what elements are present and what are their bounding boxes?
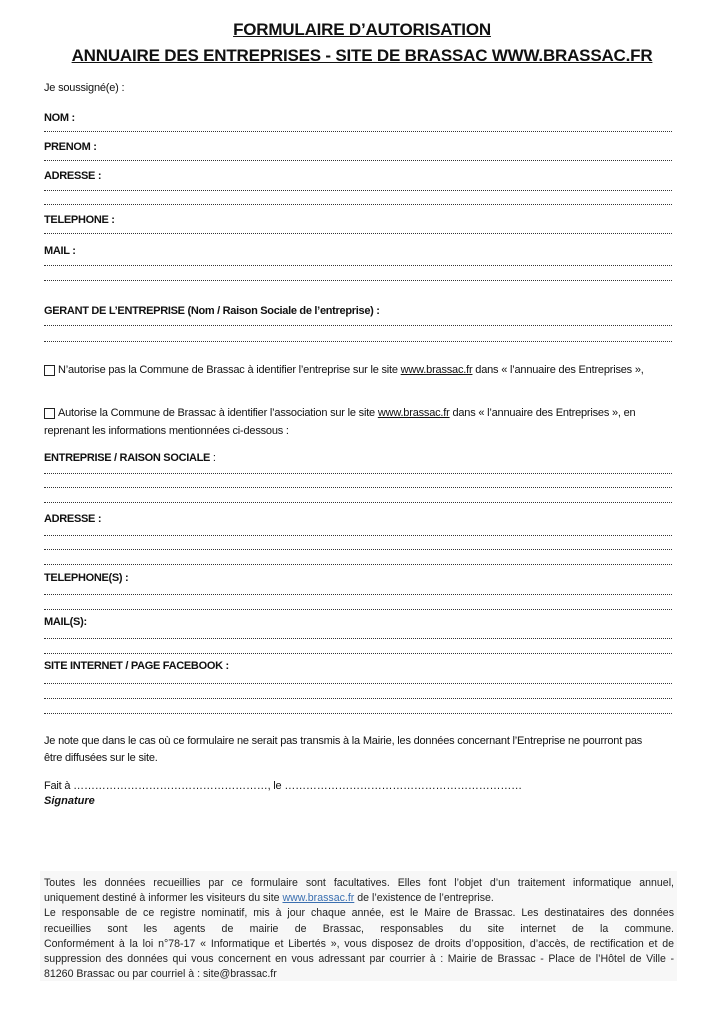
field-label-prenom: PRENOM : [44,141,97,153]
intro-text: Je soussigné(e) : [44,82,125,94]
signature-label: Signature [44,795,95,807]
option-authorize-text-before: Autorise la Commune de Brassac à identifier l’association sur le site [58,407,378,419]
field-line-telephones-2[interactable] [44,609,672,610]
field-line-telephone[interactable] [44,233,672,234]
footer-line-2-after: de l’existence de l’entreprise. [354,892,494,905]
footer-line-7: 81260 Brassac ou par courriel à : site@brassac.fr [44,968,277,981]
field-label-site-internet: SITE INTERNET / PAGE FACEBOOK : [44,660,229,672]
option-authorize-text-after: dans « l’annuaire des Entreprises », en [449,407,636,419]
signature-place-date [44,780,522,792]
footer-site-link[interactable]: www.brassac.fr [282,892,355,905]
option-refuse[interactable] [44,364,644,376]
notice-line-1: Je note que dans le cas où ce formulaire ne serait pas transmis à la Mairie, les données concernant l’Entreprise ne pourront pas [44,735,643,747]
footer-line-2-before: uniquement destiné à informer les visiteurs du site [44,892,283,905]
field-label-raison-sociale [44,452,216,464]
field-line-site-internet-3[interactable] [44,713,672,714]
field-line-prenom[interactable] [44,160,672,161]
field-label-raison-sociale-suffix: : [210,452,216,464]
footer-line-2 [44,891,674,906]
field-label-telephone: TELEPHONE : [44,214,115,226]
form-title: FORMULAIRE D’AUTORISATION [233,20,491,39]
field-line-gerant-1[interactable] [44,325,672,326]
field-line-site-internet-2[interactable] [44,698,672,699]
field-line-mails-2[interactable] [44,653,672,654]
option-authorize[interactable] [44,407,635,419]
field-line-adresse-entreprise-2[interactable] [44,549,672,550]
field-label-gerant: GERANT DE L’ENTREPRISE (Nom / Raison Sociale de l’entreprise) : [44,305,380,317]
option-refuse-text-after: dans « l’annuaire des Entreprises », [472,364,644,376]
field-line-nom[interactable] [44,131,672,132]
field-line-raison-sociale-1[interactable] [44,473,672,474]
field-line-adresse-entreprise-1[interactable] [44,535,672,536]
option-refuse-text [58,364,644,376]
field-line-adresse-1[interactable] [44,190,672,191]
field-label-telephones: TELEPHONE(S) : [44,572,129,584]
option-refuse-link[interactable]: www.brassac.fr [400,364,473,376]
option-authorize-link[interactable]: www.brassac.fr [377,407,450,419]
field-label-mails: MAIL(S): [44,616,87,628]
field-label-mail: MAIL : [44,245,76,257]
option-refuse-text-before: N’autorise pas la Commune de Brassac à identifier l’entreprise sur le site [58,364,401,376]
field-line-adresse-2[interactable] [44,204,672,205]
place-label: Fait à [44,780,71,792]
field-label-raison-sociale-text: ENTREPRISE / RAISON SOCIALE [44,452,211,464]
field-line-adresse-entreprise-3[interactable] [44,564,672,565]
field-line-site-internet-1[interactable] [44,683,672,684]
place-field[interactable]: ………………………………………………, [73,780,271,792]
field-line-gerant-2[interactable] [44,341,672,342]
field-line-telephones-1[interactable] [44,594,672,595]
date-label: le [273,780,282,792]
date-field[interactable]: ………………………………………………………… [284,780,522,792]
field-label-adresse-entreprise: ADRESSE : [44,513,102,525]
notice-line-2: être diffusées sur le site. [44,752,158,764]
checkbox-authorize[interactable] [44,408,55,419]
footer-line-3: Le responsable de ce registre nominatif, mis à jour chaque année, est le Maire de Brassac. Les destinataires des données [44,907,674,920]
field-line-mail-2[interactable] [44,280,672,281]
footer-line-6: suppression des données qui vous concernent en vous adressant par courrier à : Mairie de Brassac - Place de l’Hôtel de Ville - [44,953,674,966]
field-line-mails-1[interactable] [44,638,672,639]
field-line-raison-sociale-2[interactable] [44,487,672,488]
footer-line-4: recueillies sont les agents de mairie de Brassac, responsables du site internet de la commune. [44,922,674,935]
footer-text [44,876,674,982]
field-line-mail-1[interactable] [44,265,672,266]
option-authorize-continuation: reprenant les informations mentionnées ci-dessous : [44,425,289,437]
option-authorize-text [58,407,635,419]
footer-line-1: Toutes les données recueillies par ce formulaire sont facultatives. Elles font l’objet d’un traitement informatique annuel, [44,877,674,889]
field-label-adresse: ADRESSE : [44,170,102,182]
field-label-nom: NOM : [44,112,75,124]
form-subtitle: ANNUAIRE DES ENTREPRISES - SITE DE BRASSAC WWW.BRASSAC.FR [71,46,653,65]
checkbox-refuse[interactable] [44,365,55,376]
footer-line-5: Conformément à la loi n°78-17 « Informatique et Libertés », vous disposez de droits d’opposition, d’accès, de rectification et de [44,937,674,950]
field-line-raison-sociale-3[interactable] [44,502,672,503]
